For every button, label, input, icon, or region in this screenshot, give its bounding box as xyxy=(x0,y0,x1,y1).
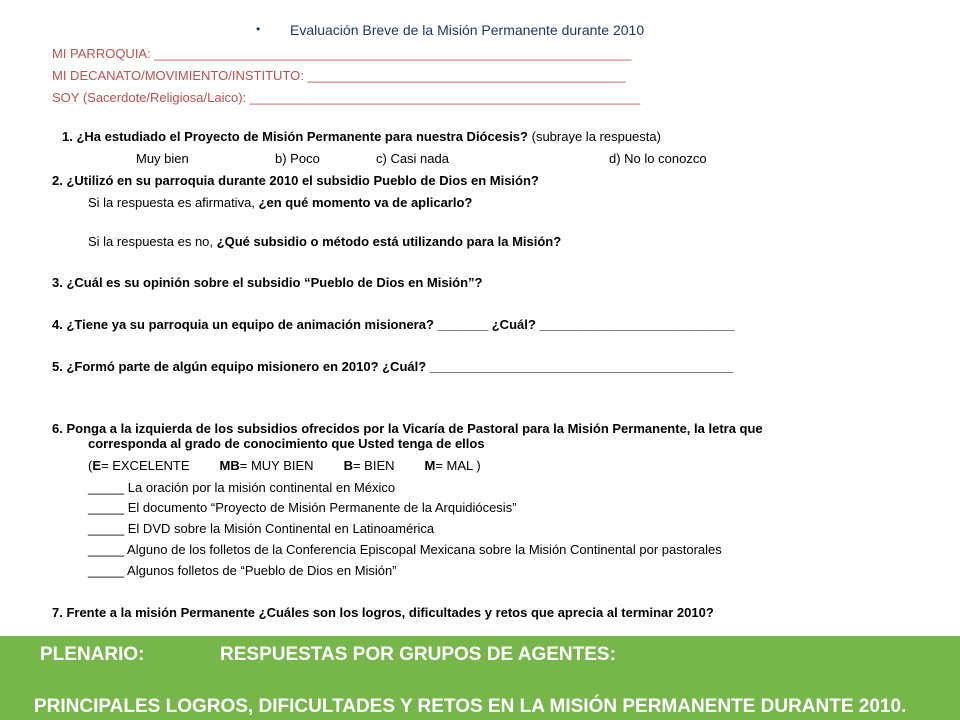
q6-scale-key-m: M xyxy=(424,458,436,473)
q2-sub-affirmative xyxy=(88,195,472,211)
q6-scale-open: ( xyxy=(88,458,93,473)
q6-item: _____ El documento “Proyecto de Misión Permanente de la Arquidiócesis” xyxy=(88,500,517,515)
question-1 xyxy=(62,129,661,145)
question-6-line-2: corresponda al grado de conocimiento que Usted tenga de ellos xyxy=(88,436,485,451)
question-7: 7. Frente a la misión Permanente ¿Cuáles son los logros, dificultades y retos que aprecia al terminar 2010? xyxy=(52,605,714,620)
q6-scale-label-e: = EXCELENTE xyxy=(101,458,190,473)
question-5: 5. ¿Formó parte de algún equipo misionero en 2010? ¿Cuál? __________________________________________ xyxy=(52,359,734,374)
plenario-heading: RESPUESTAS POR GRUPOS DE AGENTES: xyxy=(220,644,616,665)
q2-sub-affirmative-bold: ¿en qué momento va de aplicarlo? xyxy=(258,195,473,210)
plenario-banner xyxy=(0,636,960,720)
q6-scale-key-b: B xyxy=(343,458,353,473)
q6-scale-label-b: = BIEN xyxy=(352,458,395,473)
soy-field: SOY (Sacerdote/Religiosa/Laico): ______________________________________________________ xyxy=(52,90,641,105)
q1-option-c: c) Casi nada xyxy=(376,151,449,166)
q2-sub-negative-plain: Si la respuesta es no, xyxy=(88,234,217,249)
q6-item: _____ Algunos folletos de “Pueblo de Dios en Misión” xyxy=(88,563,397,578)
decanato-field: MI DECANATO/MOVIMIENTO/INSTITUTO: ____________________________________________ xyxy=(52,68,626,83)
parroquia-field: MI PARROQUIA: __________________________________________________________________ xyxy=(52,46,632,61)
question-2: 2. ¿Utilizó en su parroquia durante 2010 el subsidio Pueblo de Dios en Misión? xyxy=(52,173,539,188)
plenario-label: PLENARIO: xyxy=(40,644,145,665)
q1-option-a: Muy bien xyxy=(136,151,189,166)
q6-scale-key-mb: MB xyxy=(219,458,240,473)
question-4: 4. ¿Tiene ya su parroquia un equipo de animación misionera? _______ ¿Cuál? ___________________________ xyxy=(52,317,735,332)
q6-scale-label-mb: = MUY BIEN xyxy=(239,458,314,473)
q6-item: _____ Alguno de los folletos de la Conferencia Episcopal Mexicana sobre la Misión Continental por pastorales xyxy=(88,542,722,557)
plenario-subheading: PRINCIPALES LOGROS, DIFICULTADES Y RETOS EN LA MISIÓN PERMANENTE DURANTE 2010. xyxy=(34,696,907,717)
q2-sub-affirmative-plain: Si la respuesta es afirmativa, xyxy=(88,195,259,210)
q6-scale-key-e: E xyxy=(92,458,102,473)
document-title: Evaluación Breve de la Misión Permanente durante 2010 xyxy=(290,22,645,38)
q6-scale xyxy=(88,458,481,474)
q2-sub-negative-bold: ¿Qué subsidio o método está utilizando para la Misión? xyxy=(216,234,562,249)
q1-option-d: d) No lo conozco xyxy=(609,151,707,166)
bullet-icon: • xyxy=(256,22,261,36)
question-1-text: 1. ¿Ha estudiado el Proyecto de Misión Permanente para nuestra Diócesis? xyxy=(62,129,528,144)
q1-option-b: b) Poco xyxy=(275,151,320,166)
q2-sub-negative xyxy=(88,234,561,250)
question-1-note: (subraye la respuesta) xyxy=(531,129,661,144)
q6-item: _____ El DVD sobre la Misión Continental en Latinoamérica xyxy=(88,521,435,536)
question-6-line-1: 6. Ponga a la izquierda de los subsidios ofrecidos por la Vicaría de Pastoral para la Misión Permanente, la letra que xyxy=(52,421,763,436)
q6-scale-label-m: = MAL ) xyxy=(435,458,481,473)
q6-item: _____ La oración por la misión continental en México xyxy=(88,480,396,495)
question-3: 3. ¿Cuál es su opinión sobre el subsidio “Pueblo de Dios en Misión”? xyxy=(52,275,483,290)
